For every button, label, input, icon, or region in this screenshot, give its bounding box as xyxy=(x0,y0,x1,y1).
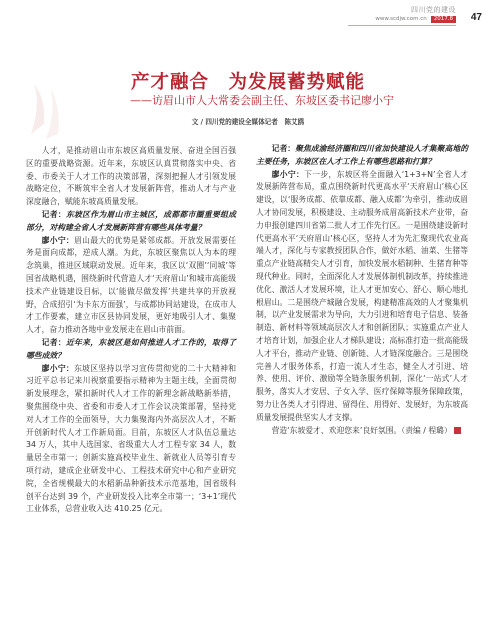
question-paragraph: 记者：聚焦成渝经济圈和四川省加快建设人才集聚高地的主要任务，东坡区在人才工作上有哪些思路和打算？ xyxy=(256,144,468,166)
page-number: 47 xyxy=(470,12,482,23)
speaker-label: 记者： xyxy=(41,337,66,347)
speaker-label: 廖小宁： xyxy=(41,363,75,373)
speaker-label: 廖小宁： xyxy=(41,235,75,245)
article-byline: 文 / 四川党的建设全媒体记者 陈艾鸥 xyxy=(191,118,305,126)
page-header xyxy=(375,6,456,23)
article-title: 产才融合 为发展蓄势赋能 xyxy=(130,72,365,93)
magazine-url: www.scdjw.com.cn xyxy=(375,16,427,22)
end-mark-icon xyxy=(454,427,461,434)
header-divider xyxy=(348,25,456,26)
article-subtitle: ——访眉山市人大常委会副主任、东坡区委书记廖小宁 xyxy=(130,94,394,107)
intro-paragraph: 人才，是推动眉山市东坡区高质量发展、奋进全国百强区的重要战略资源。近年来，东坡区认真贯彻落实中央、省委、市委关于人才工作的决策部署，深刻把握人才引领发展战略定位，不断筑牢全省人才发展新阵营，推动人才与产业深度融合，赋能东坡高质量发展。 xyxy=(26,146,236,207)
closing-paragraph: 营造‘东坡爱才、欢迎您来’良好氛围。（责编 / 程璐） xyxy=(256,425,468,438)
answer-paragraph: 廖小宁：东坡区坚持以学习宣传贯彻党的二十大精神和习近平总书记来川视察重要指示精神为主题主线，全面贯彻新发展理念，紧扣新时代人才工作的新理念新战略新举措，聚焦围绕中央、省委和市委人才工作会议决策部署，坚持党对人才工作的全面领导，大力集聚海内外高层次人才，不断开创新时代人才工作新局面。目前，东坡区人才队伍总量达 34 万人，其中人选国家、省级重大人才工程专家 34 人，数量居全市第一；创新实施高校毕业生、新就业人员等引育专项行动，建成企业研发中心、工程技术研究中心和产业研究院，全省规模最大的水稻新品种新技术示范基地，国省级科创平台达到 39 个，产业研发投入比率全市第一；‘3+1’现代工业体系，总营业收入达 410.25 亿元。 xyxy=(26,363,237,514)
question-paragraph: 记者：近年来，东坡区是如何推进人才工作的，取得了哪些成效？ xyxy=(26,337,237,360)
magazine-name: 四川党的建设 xyxy=(411,6,456,14)
answer-paragraph: 廖小宁：眉山最大的优势是紧邻成都。开放发展需要任务是面向成都，逆成人潮。为此，东坡区聚焦以人为本的理念筑巢，推进区域联动发展。近年来，我区以‘双圈’‘同城’等国省战略机遇，围绕新时代营造人才‘天府眉山’和城市高能级技术产业链建设目标，以‘能做尽做发挥’共建共享的开放视野，合成招引‘为卡东方面强’，与成都协同站建设，在成市人才工作要素，建立市区县协同发展，更好地吸引人才、集聚人才，奋力推动各地中业发展走在眉山市前面。 xyxy=(26,235,237,335)
issue-badge: 2017.8 xyxy=(431,16,456,23)
speaker-label: 记者： xyxy=(271,144,296,153)
speaker-label: 廖小宁： xyxy=(271,169,305,179)
left-column xyxy=(26,145,236,516)
header-meta xyxy=(375,16,456,23)
right-column xyxy=(256,143,468,437)
question-paragraph: 记者：东坡区作为眉山市主城区，成都都市圈重要组成部分，对构建全省人才发展新阵营有哪些具体考量？ xyxy=(26,209,237,232)
answer-paragraph: 廖小宁：下一步，东坡区将全面融入‘1+3+N’全省人才发展新阵营布局，重点围绕新时代更高水平‘天府眉山’核心区建设，以‘服务成都、依靠成都、融入成都’为牵引，推动成眉人才协同发展，积极建设、主动服务成眉高新技术产业带，奋力申报创建四川省第二批人才工作先行区。一是围绕建设新时代更高水平‘天府眉山’核心区，坚持人才为先汇聚现代农业高端人才，深化与专家教授团队合作，做好水稻、油菜、生猪等重点产业链高精尖人才引育，加快发展水稻制种、生猪育种等现代种业。同时，全面深化人才发展体制机制改革，持续推进优化、激活人才发展环境，让人才更加安心、舒心、顺心地扎根眉山。二是围绕产城融合发展，构建精准高效的人才聚集机制，以产业发展需求为导向，大力引进和培育电子信息、装备制造、新材料等领域高层次人才和创新团队；实施重点产业人才培育计划，加强企业人才梯队建设；高标准打造一批高能级人才平台，推动产业链、创新链、人才链深度融合。三是围绕完善人才服务体系，打造一流人才生态，健全人才引进、培养、使用、评价、激励等全链条服务机制，深化‘一站式’人才服务，落实人才安居、子女入学、医疗保障等服务保障政策，努力让各类人才引得进、留得住、用得好、发展好，为东坡高质量发展提供坚实人才支撑。 xyxy=(256,169,468,422)
speaker-label: 记者： xyxy=(41,209,66,219)
